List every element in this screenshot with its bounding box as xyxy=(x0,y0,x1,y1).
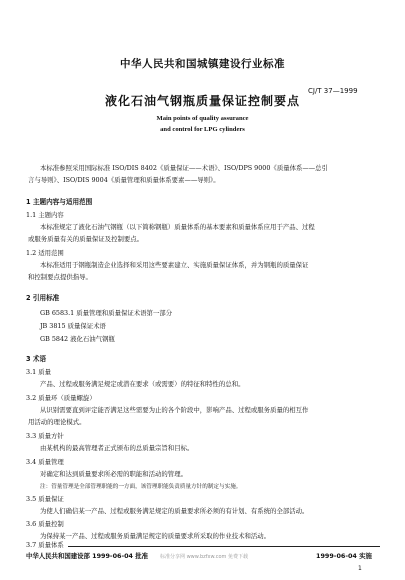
title-english-line-2: and control for LPG cylinders xyxy=(160,126,245,133)
section-3-4-heading: 3.4 质量管理 xyxy=(26,458,64,466)
section-3-5-heading: 3.5 质量保证 xyxy=(26,495,64,503)
section-1-1-heading: 1.1 主题内容 xyxy=(26,211,64,219)
footer-implementation: 1999-06-04 实施 xyxy=(316,552,372,560)
section-1-2-line-1: 本标准适用于钢瓶制造企业选择和采用这些要素建立、实施质量保证体系，并为钢瓶的质量保证 xyxy=(40,261,309,269)
intro-line-2: 言与导则》、ISO/DIS 9004《质量管理和质量体系要素——导则》。 xyxy=(28,176,220,184)
section-2-heading: 2 引用标准 xyxy=(26,294,60,302)
section-1-2-heading: 1.2 适用范围 xyxy=(26,249,64,257)
section-3-2-heading: 3.2 质量环（质量螺旋） xyxy=(26,394,96,402)
section-3-1-line-1: 产品、过程或服务满足规定或潜在要求（或需要）的特征和特性的总和。 xyxy=(40,380,245,388)
watermark: 标准分享网 www.bzfxw.com 免费下载 xyxy=(160,554,248,560)
publisher-header: 中华人民共和国城镇建设行业标准 xyxy=(120,58,285,70)
section-3-4-note: 注：管量管理是全部管理职能的一方面，该管理职能负责质量方针的制定与实施。 xyxy=(40,484,242,490)
standard-number: CJ/T 37—1999 xyxy=(308,87,358,95)
section-3-5-line-1: 为使人们确信某一产品、过程或服务满足规定的质量要求所必须的有计划、有系统的全部活动。 xyxy=(40,507,309,515)
reference-2: JB 3815 质量保证术语 xyxy=(40,322,106,330)
section-3-3-line-1: 由某机构的最高管理者正式颁布的总质量宗旨和目标。 xyxy=(40,444,194,452)
title-english-line-1: Main points of quality assurance xyxy=(156,115,249,122)
title-chinese: 液化石油气钢瓶质量保证控制要点 xyxy=(104,94,300,108)
section-1-heading: 1 主题内容与适用范围 xyxy=(26,198,93,206)
section-1-1-line-1: 本标准规定了液化石油气钢瓶（以下简称钢瓶）质量体系的基本要素和质量体系应用于产品、过程 xyxy=(40,223,315,231)
intro-line-1: 本标准参照采用国际标准 ISO/DIS 8402《质量保证——术语》、ISO/DPS 9000《质量体系——总引 xyxy=(40,164,328,172)
section-3-6-heading: 3.6 质量控制 xyxy=(26,520,64,528)
section-1-1-line-2: 或服务质量有关的质量保证及控制要点。 xyxy=(28,235,144,243)
section-3-3-heading: 3.3 质量方针 xyxy=(26,432,64,440)
section-3-7-heading: 3.7 质量体系 xyxy=(26,541,68,549)
reference-1: GB 6583.1 质量管理和质量保证术语第一部分 xyxy=(40,309,173,317)
section-3-6-line-1: 为保持某一产品、过程或服务质量满足规定的质量要求所采取的作业技术和活动。 xyxy=(40,532,271,540)
section-3-4-line-1: 对确定和达到质量要求所必需的职能和活动的管理。 xyxy=(40,470,187,478)
footer-divider xyxy=(26,546,380,547)
section-3-1-heading: 3.1 质量 xyxy=(26,368,51,376)
section-3-2-line-2: 用活动的理论模式。 xyxy=(28,418,86,426)
section-1-2-line-2: 和控制要点提供指导。 xyxy=(28,273,92,281)
section-3-2-line-1: 从识别需要直到评定能否满足这些需要为止的各个阶段中，影响产品、过程或服务质量的相互作 xyxy=(40,406,309,414)
page-number: 1 xyxy=(358,565,362,572)
footer-approval: 中华人民共和国建设部 1999-06-04 批准 xyxy=(26,552,149,560)
reference-3: GB 5842 液化石油气钢瓶 xyxy=(40,335,115,343)
section-3-heading: 3 术语 xyxy=(26,355,47,363)
